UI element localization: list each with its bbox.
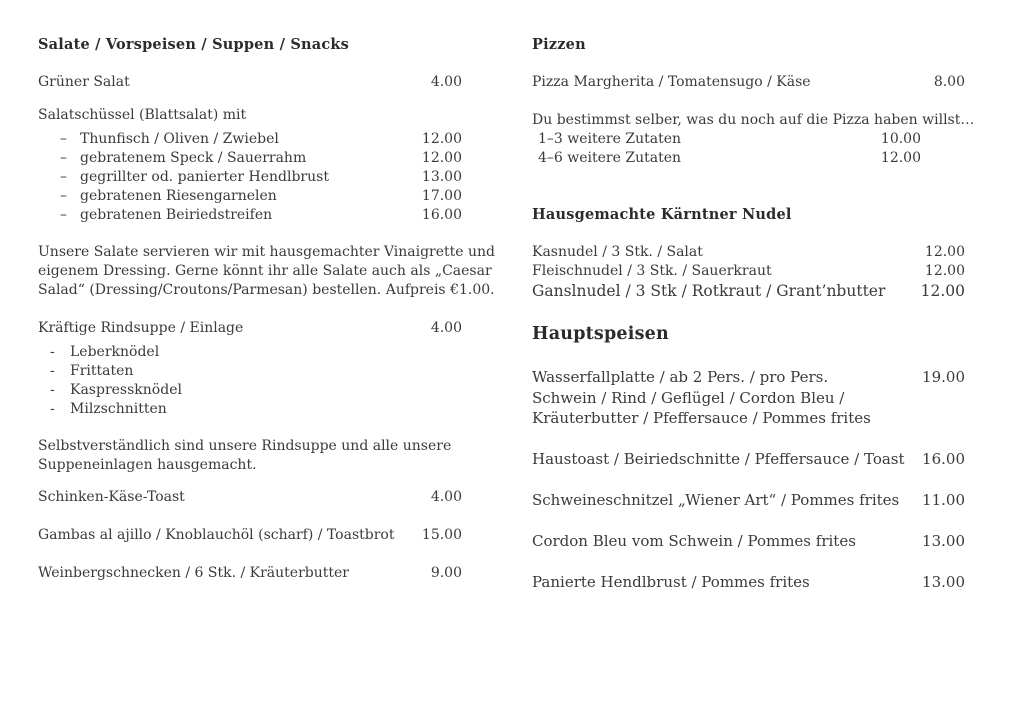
pizza-extras	[532, 130, 965, 168]
menu-sub-item	[38, 130, 462, 149]
note-line: eigenem Dressing. Gerne könnt ihr alle Salate auch als „Caesar	[38, 263, 492, 279]
menu-sub-item	[38, 400, 462, 419]
menu-sub-item	[38, 343, 462, 362]
item-name: Kaspressknödel	[70, 382, 182, 398]
menu-item-rindsuppe	[38, 319, 462, 338]
item-name: Fleischnudel / 3 Stk. / Sauerkraut	[532, 263, 772, 279]
menu-item-schweineschnitzel	[532, 490, 965, 511]
item-name: Frittaten	[70, 363, 134, 379]
item-name: Ganslnudel / 3 Stk / Rotkraut / Grant’nbutter	[532, 282, 886, 300]
item-price: 12.00	[924, 263, 965, 279]
dash-bullet: –	[60, 207, 67, 223]
item-price: 12.00	[920, 282, 965, 300]
item-name: Kasnudel / 3 Stk. / Salat	[532, 244, 703, 260]
item-name: Haustoast / Beiriedschnitte / Pfeffersauce / Toast	[532, 450, 905, 468]
item-name: Schweineschnitzel „Wiener Art“ / Pommes frites	[532, 491, 900, 509]
item-price: 13.00	[922, 532, 965, 550]
dash-bullet: -	[50, 401, 55, 417]
item-price: 13.00	[922, 573, 965, 591]
item-price: 8.00	[933, 74, 965, 90]
note-line: Unsere Salate servieren wir mit hausgemachter Vinaigrette und	[38, 244, 495, 260]
menu-sub-item	[38, 206, 462, 225]
item-price: 10.00	[880, 131, 921, 147]
item-price: 13.00	[421, 169, 462, 185]
section-heading-pizzen: Pizzen	[532, 36, 586, 53]
item-name: Wasserfallplatte / ab 2 Pers. / pro Pers.	[532, 368, 829, 386]
dash-bullet: -	[50, 363, 55, 379]
item-price: 4.00	[430, 74, 462, 90]
menu-sub-item	[38, 168, 462, 187]
menu-item-schinken-toast	[38, 488, 462, 507]
item-name: Cordon Bleu vom Schwein / Pommes frites	[532, 532, 856, 550]
item-description-line: Schwein / Rind / Geflügel / Cordon Bleu /	[532, 388, 845, 407]
item-price: 4.00	[430, 489, 462, 505]
item-price: 12.00	[421, 131, 462, 147]
item-name: Grüner Salat	[38, 74, 130, 90]
item-name: Thunfisch / Oliven / Zwiebel	[80, 131, 279, 147]
item-name: Panierte Hendlbrust / Pommes frites	[532, 573, 810, 591]
item-name: Kräftige Rindsuppe / Einlage	[38, 320, 244, 336]
item-price: 12.00	[924, 244, 965, 260]
salat-note	[38, 243, 495, 300]
menu-item-fleischnudel	[532, 262, 965, 281]
note-line: Suppeneinlagen hausgemacht.	[38, 457, 257, 473]
item-name: Salatschüssel (Blattsalat) mit	[38, 107, 247, 123]
rindsuppe-options	[38, 343, 462, 419]
dash-bullet: –	[60, 131, 67, 147]
right-column	[532, 35, 975, 593]
menu-item-kasnudel	[532, 243, 965, 262]
menu-item-panierte-hendlbrust	[532, 572, 965, 593]
menu-sub-item	[38, 381, 462, 400]
menu-item-haustoast	[532, 449, 965, 470]
item-price: 17.00	[421, 188, 462, 204]
item-price: 11.00	[922, 491, 965, 509]
item-name: gebratenem Speck / Sauerrahm	[80, 150, 307, 166]
menu-sub-item	[38, 362, 462, 381]
dash-bullet: -	[50, 382, 55, 398]
menu-item-pizza-extra	[532, 149, 965, 168]
menu-item-wasserfallplatte	[532, 367, 965, 429]
item-name: Milzschnitten	[70, 401, 167, 417]
dash-bullet: –	[60, 150, 67, 166]
item-name: 4–6 weitere Zutaten	[538, 150, 681, 166]
item-price: 15.00	[421, 527, 462, 543]
note-line: Salad“ (Dressing/Croutons/Parmesan) bestellen. Aufpreis €1.00.	[38, 282, 495, 298]
item-price: 16.00	[421, 207, 462, 223]
item-name: gebratenen Riesengarnelen	[80, 188, 277, 204]
section-heading-salate: Salate / Vorspeisen / Suppen / Snacks	[38, 36, 349, 53]
menu-item-gruener-salat	[38, 73, 462, 92]
item-name: 1–3 weitere Zutaten	[538, 131, 681, 147]
section-heading-nudel: Hausgemachte Kärntner Nudel	[532, 206, 792, 223]
menu-item-gambas	[38, 526, 462, 545]
item-description-line: Kräuterbutter / Pfeffersauce / Pommes frites	[532, 409, 871, 427]
item-price: 12.00	[880, 150, 921, 166]
menu-item-cordon-bleu	[532, 531, 965, 552]
section-heading-hauptspeisen: Hauptspeisen	[532, 324, 669, 344]
note-line: Selbstverständlich sind unsere Rindsuppe und alle unsere	[38, 438, 452, 454]
item-name: gegrillter od. panierter Hendlbrust	[80, 169, 329, 185]
pizza-intro: Du bestimmst selber, was du noch auf die Pizza haben willst…	[532, 112, 975, 128]
dash-bullet: -	[50, 344, 55, 360]
item-name: Pizza Margherita / Tomatensugo / Käse	[532, 74, 811, 90]
item-first-line	[532, 367, 965, 388]
item-name: Leberknödel	[70, 344, 160, 360]
menu-item-ganslnudel	[532, 281, 965, 302]
item-name: Weinbergschnecken / 6 Stk. / Kräuterbutter	[38, 565, 349, 581]
left-column	[38, 35, 495, 583]
item-price: 19.00	[922, 368, 965, 386]
nudel-items	[532, 243, 965, 302]
menu-item-salatschuessel	[38, 106, 462, 125]
salatschuessel-options	[38, 130, 462, 225]
item-price: 12.00	[421, 150, 462, 166]
item-price: 9.00	[430, 565, 462, 581]
dash-bullet: –	[60, 169, 67, 185]
item-name: Schinken-Käse-Toast	[38, 489, 185, 505]
suppen-note	[38, 437, 462, 475]
dash-bullet: –	[60, 188, 67, 204]
item-price: 16.00	[922, 450, 965, 468]
item-name: gebratenen Beiriedstreifen	[80, 207, 273, 223]
menu-sub-item	[38, 149, 462, 168]
menu-item-weinbergschnecken	[38, 564, 462, 583]
menu-item-pizza-margherita	[532, 73, 965, 92]
menu-sub-item	[38, 187, 462, 206]
item-price: 4.00	[430, 320, 462, 336]
menu-item-pizza-extra	[532, 130, 965, 149]
item-name: Gambas al ajillo / Knoblauchöl (scharf) / Toastbrot	[38, 527, 395, 543]
